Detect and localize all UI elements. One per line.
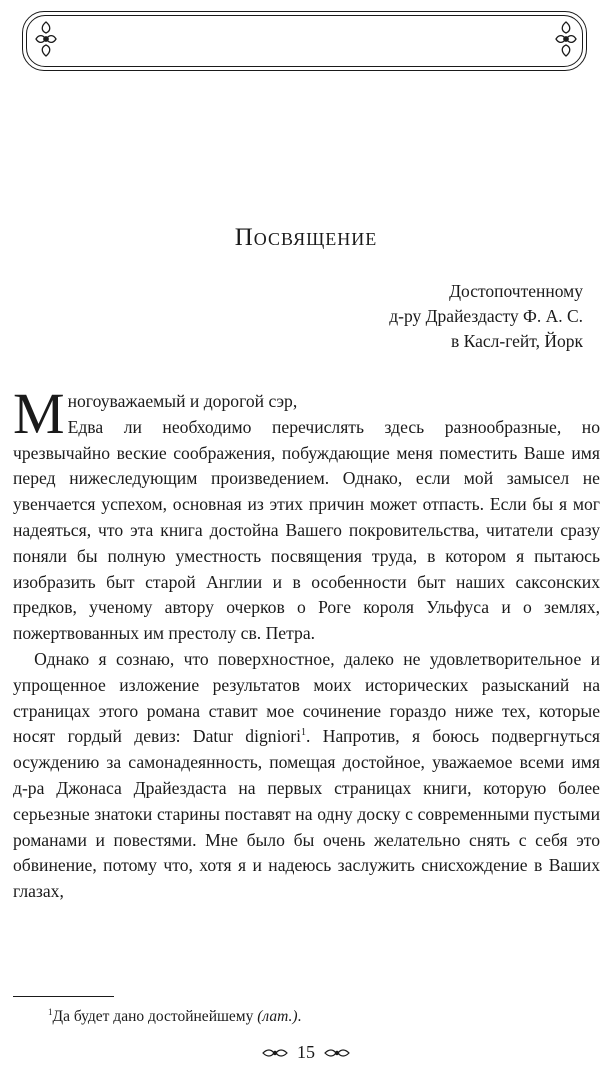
footnote-end: . bbox=[297, 1008, 302, 1025]
body-text bbox=[13, 381, 600, 905]
fleuron-ornament-icon bbox=[323, 1046, 351, 1060]
dedicatee-line: в Касл-гейт, Йорк bbox=[451, 331, 583, 351]
paragraph bbox=[13, 647, 600, 905]
footnote-rule bbox=[13, 996, 114, 997]
dedicatee-block bbox=[389, 279, 583, 354]
footnote-language: (лат.) bbox=[257, 1008, 298, 1025]
footnote-text: Да будет дано достойнейшему bbox=[52, 1008, 258, 1025]
dedicatee-line: Достопочтенному bbox=[449, 281, 583, 301]
fleuron-ornament-icon bbox=[33, 20, 59, 58]
footnote bbox=[48, 1008, 301, 1026]
paragraph-text: Едва ли необходимо перечислять здесь разнообразные, но чрезвычайно веские соображения, побуждающие меня поместить Ваше имя перед нижеследующим произведением. Однако, если мой замысел не увенчается успехом, основная из этих причин может отпасть. Если бы я мог надеяться, что эта книга достойна Вашего покровительства, читатели сразу поняли бы полную уместность посвящения труда, в котором я пытаюсь изобразить быт старой Англии и в особенности быт наших саксонских предков, ученому автору очерков о Роге короля Ульфуса и о землях, пожертвованных им престолу св. Петра. bbox=[13, 416, 600, 644]
footnote-mark: 1 bbox=[48, 1006, 53, 1017]
chapter-title: Посвящение bbox=[234, 224, 378, 251]
paragraph-text: Однако я сознаю, что поверхностное, далеко не удовлетворительное и упрощенное изложение результатов моих исторических разысканий на страницах этого романа ставит мое сочинение гораздо ниже тех, которые носят гордый девиз: Datur digniori bbox=[13, 648, 600, 747]
salutation: ногоуважаемый и дорогой сэр, bbox=[67, 391, 298, 411]
header-frame-inner bbox=[26, 15, 583, 67]
paragraph bbox=[13, 381, 600, 647]
page-number: 15 bbox=[297, 1042, 315, 1062]
fleuron-ornament-icon bbox=[553, 20, 579, 58]
drop-cap: М bbox=[13, 381, 65, 446]
folio bbox=[0, 1042, 612, 1063]
dedicatee-line: д-ру Драйездасту Ф. А. С. bbox=[389, 306, 583, 326]
header-frame bbox=[22, 11, 587, 71]
fleuron-ornament-icon bbox=[261, 1046, 289, 1060]
footnote-reference[interactable]: 1 bbox=[301, 727, 307, 739]
paragraph-text: . Напротив, я боюсь подвергнуться осуждению за самонадеянность, помещая достойное, уважаемое всеми имя д-ра Джонаса Драйездаста на первых страницах книги, которую более серьезные знатоки старины поставят на одну доску с современными пустыми романами и повестями. Мне было бы очень желательно снять с себя это обвинение, потому что, хотя я и надеюсь заслужить снисхождение в Ваших глазах, bbox=[13, 726, 600, 902]
